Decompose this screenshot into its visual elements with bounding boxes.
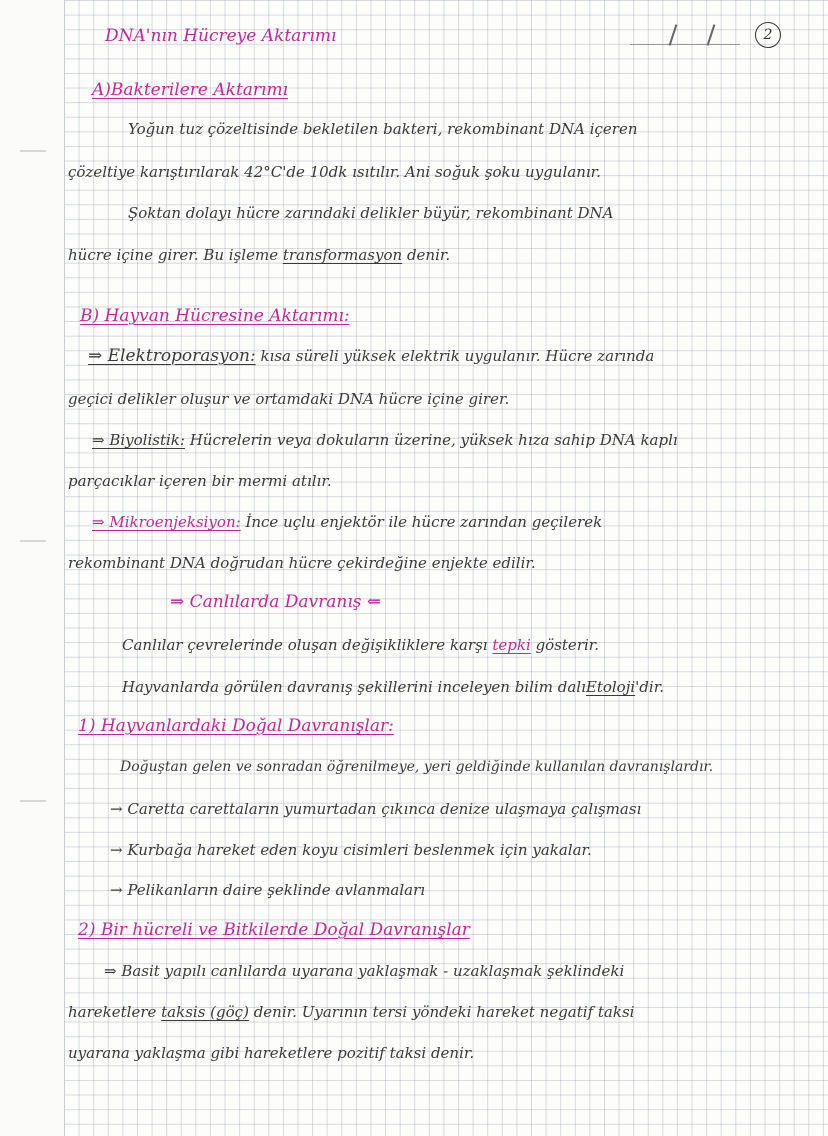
transformasyon-term: transformasyon [282,246,403,264]
section-e-line: uyarana yaklaşma gibi hareketlere pozitif taksi denir. [68,1044,475,1062]
page-margin [0,0,65,1136]
behavior-heading: ⇒ Canlılarda Davranış ⇐ [170,592,382,612]
section-e-text: hareketlere [68,1003,157,1021]
etoloji-text: Hayvanlarda görülen davranış şekillerini inceleyen bilim dalı [122,678,586,696]
section-d-line: → Kurbağa hareket eden koyu cisimleri beslenmek için yakalar. [110,841,592,859]
behavior-text: Canlılar çevrelerinde oluşan değişikliklere karşı [122,636,488,654]
date-separator [669,24,678,46]
section-e-tail: denir. Uyarının tersi yöndeki hareket negatif taksi [253,1003,635,1021]
elektroporasyon-cont: geçici delikler oluşur ve ortamdaki DNA hücre içine girer. [68,390,510,408]
mikroenjeksiyon-label: ⇒ Mikroenjeksiyon: [92,513,241,531]
mikroenjeksiyon-text: İnce uçlu enjektör ile hücre zarından geçilerek [245,513,603,531]
section-b-heading: B) Hayvan Hücresine Aktarımı: [80,306,350,326]
page-number: 2 [755,22,781,48]
section-d-heading: 1) Hayvanlardaki Doğal Davranışlar: [78,716,394,736]
section-e-heading: 2) Bir hücreli ve Bitkilerde Doğal Davranışlar [78,920,470,940]
biyolistik-text: Hücrelerin veya dokuların üzerine, yüksek hıza sahip DNA kaplı [189,431,678,449]
etoloji-line [122,677,664,697]
mikroenjeksiyon-cont: rekombinant DNA doğrudan hücre çekirdeğine enjekte edilir. [68,554,536,572]
page-title: DNA'nın Hücreye Aktarımı [105,26,337,46]
margin-mark [20,540,46,542]
section-d-line: Doğuştan gelen ve sonradan öğrenilmeye, yeri geldiğinde kullanılan davranışlardır. [120,759,714,775]
section-a-heading: A)Bakterilere Aktarımı [92,80,289,100]
tepki-term: tepki [492,636,531,654]
date-field-line [630,44,740,45]
behavior-line [122,635,599,655]
elektroporasyon-text: kısa süreli yüksek elektrik uygulanır. Hücre zarında [260,347,655,365]
section-e-line: ⇒ Basit yapılı canlılarda uyarana yaklaşmak - uzaklaşmak şeklindeki [104,962,625,980]
elektroporasyon-line [88,346,654,366]
margin-mark [20,150,46,152]
date-separator [707,24,716,46]
section-a-line: Şoktan dolayı hücre zarındaki delikler büyür, rekombinant DNA [128,204,614,222]
section-a-tail: denir. [406,246,451,264]
section-d-line: → Caretta carettaların yumurtadan çıkınca denize ulaşmaya çalışması [110,800,642,818]
etoloji-term: Etoloji [585,678,636,696]
section-a-line: çözeltiye karıştırılarak 42°C'de 10dk ısıtılır. Ani soğuk şoku uygulanır. [68,163,601,181]
biyolistik-label: ⇒ Biyolistik: [92,431,185,449]
section-a-line [68,245,450,265]
margin-mark [20,800,46,802]
section-e-line [68,1002,634,1022]
biyolistik-cont: parçacıklar içeren bir mermi atılır. [68,472,332,490]
section-d-line: → Pelikanların daire şeklinde avlanmaları [110,881,426,899]
elektroporasyon-label: ⇒ Elektroporasyon: [88,346,256,366]
taksis-term: taksis (göç) [161,1003,249,1021]
section-a-text: hücre içine girer. Bu işleme [68,246,279,264]
behavior-tail: gösterir. [535,636,600,654]
mikroenjeksiyon-line [92,512,602,532]
section-a-line: Yoğun tuz çözeltisinde bekletilen bakteri, rekombinant DNA içeren [128,120,638,138]
biyolistik-line [92,430,678,450]
etoloji-tail: 'dir. [635,678,664,696]
